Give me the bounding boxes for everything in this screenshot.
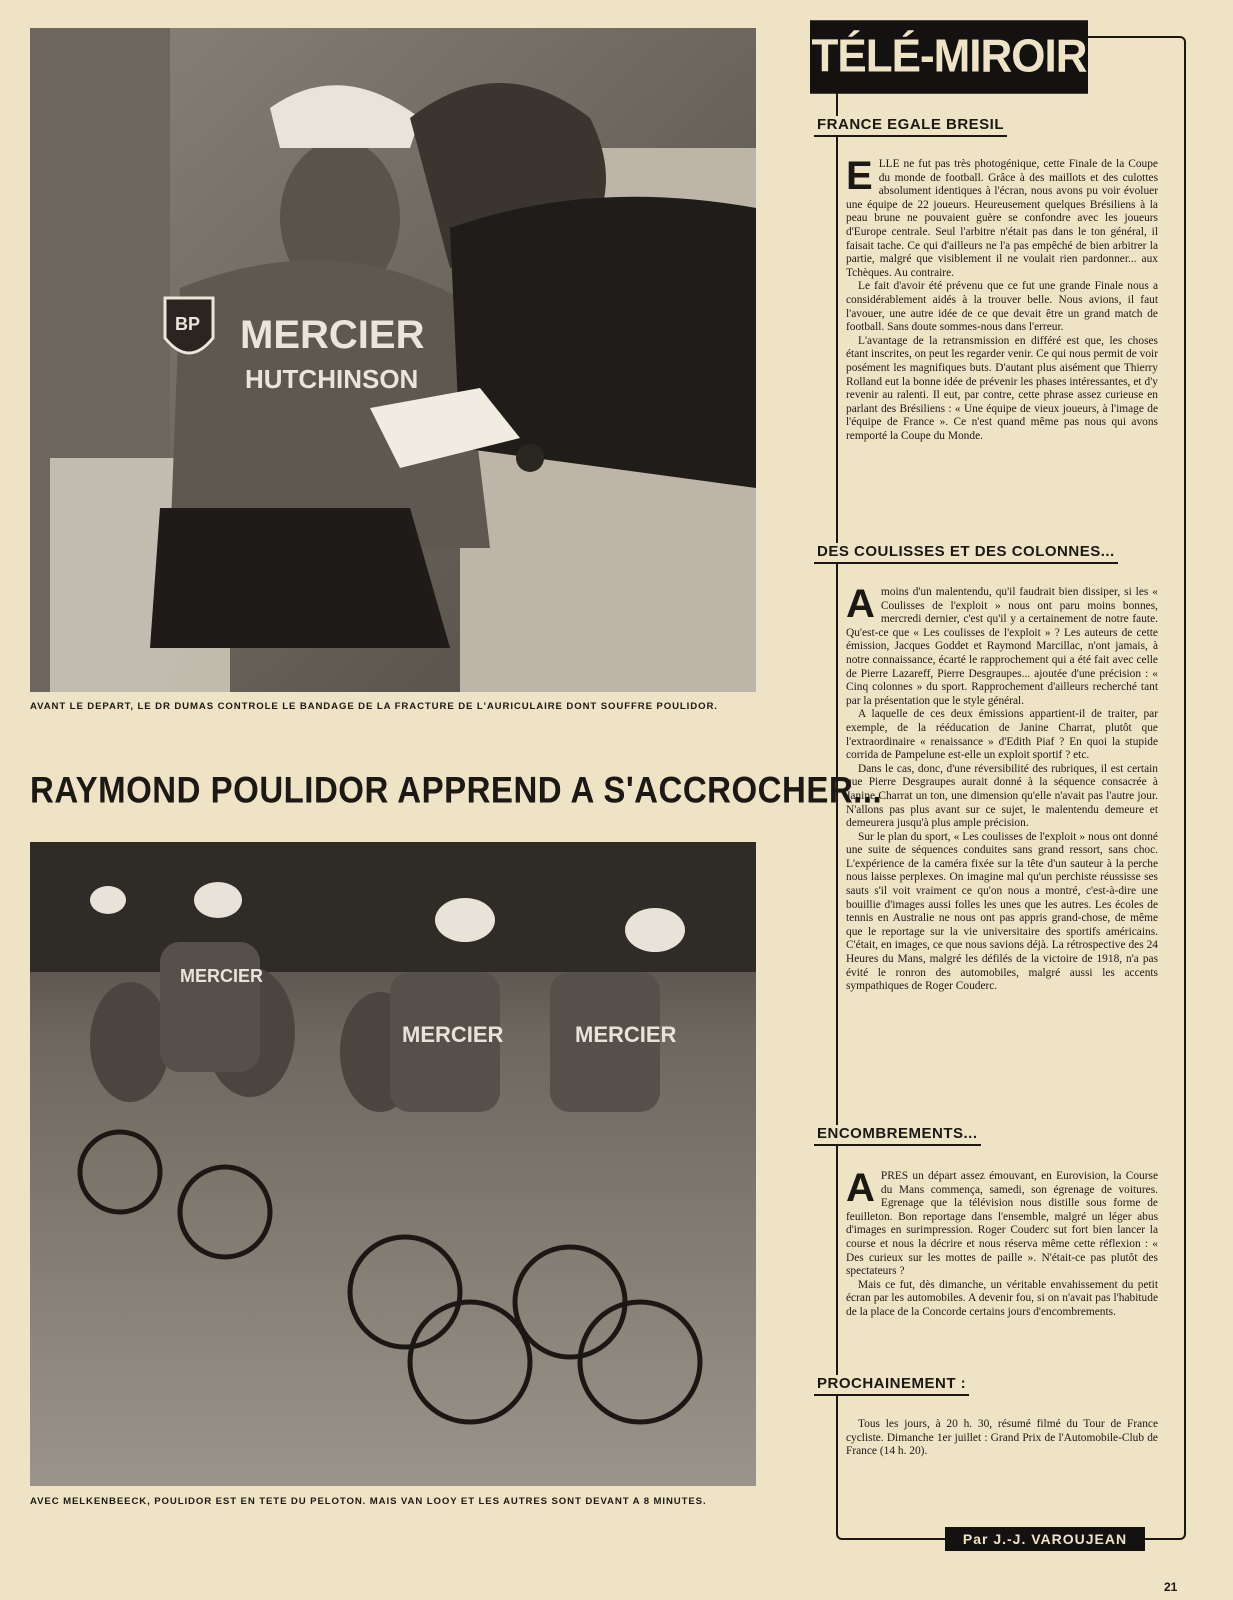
svg-text:MERCIER: MERCIER: [180, 966, 264, 986]
top-photo: [30, 28, 756, 692]
article-headline: RAYMOND POULIDOR APPREND A S'ACCROCHER...: [30, 769, 883, 811]
section-body-prochainement: Tous les jours, à 20 h. 30, résumé filmé du Tour de France cycliste. Dimanche 1er juillet : Grand Prix de l'Automobile-Club de France (14 h. 20).: [846, 1418, 1158, 1458]
section-body-france-bresil: ELLE ne fut pas très photogénique, cette Finale de la Coupe du monde de football. Grâce à des maillots et des culottes absolument identiques à l'écran, nous avons pu voir évoluer une équipe de 22 joueurs. Heureusement quelques Brésiliens à la peau brune ne pouvaient guère se confondre avec les joueurs d'Europe centrale. Seul l'arbitre n'était pas dans le ton général, il faisait tache. Ce qui d'ailleurs ne l'a pas empêché de bien arbitrer la partie, malgré que visiblement il ne voulait rien pardonner... aux Tchèques. Au contraire. Le fait d'avoir été prévenu que ce fut une grande Finale nous a considérablement aidés à la trouver belle. Nous avions, il faut l'avouer, une autre idée de ce que devait être un grand match de football. Sans doute sommes-nous dans l'erreur. L'avantage de la retransmission en différé est que, les choses étant inscrites, on peut les regarder venir. Ce qui nous permit de voir posément les magnifiques buts. D'autant plus aisément que Thierry Rolland eut la bonne idée de prévenir les phases intéressantes, et d'y revenir au ralenti. Il eut, par contre, cette phrase assez curieuse en parlant des Brésiliens : « Une équipe de vieux joueurs, à l'image de l'équipe de France ». Ce n'est quand même pas nous qui avons remporté la Coupe du Monde.: [846, 154, 1158, 442]
section-title-france-bresil: FRANCE EGALE BRESIL: [814, 116, 1007, 137]
photo-peloton-riders: [30, 842, 756, 1486]
dropcap: E: [846, 154, 873, 198]
svg-text:HUTCHINSON: HUTCHINSON: [245, 364, 419, 394]
section-title-prochainement: PROCHAINEMENT :: [814, 1375, 969, 1396]
column-byline: Par J.-J. VAROUJEAN: [945, 1527, 1145, 1551]
photo-doctor-bandaging-poulidor: [30, 28, 756, 692]
svg-text:MERCIER: MERCIER: [575, 1022, 677, 1047]
section-title-coulisses: DES COULISSES ET DES COLONNES...: [814, 543, 1118, 564]
page-number: 21: [1164, 1580, 1178, 1594]
top-photo-caption: AVANT LE DEPART, LE DR DUMAS CONTROLE LE BANDAGE DE LA FRACTURE DE L'AURICULAIRE DONT SOUFFRE POULIDOR.: [30, 701, 718, 712]
bottom-photo: [30, 842, 756, 1486]
section-body-encombrements: APRES un départ assez émouvant, en Eurovision, la Course du Mans commença, samedi, son égrenage de voitures. Egrenage que la télévision nous distille sous forme de feuilleton. Bon reportage dans l'ensemble, malgré un léger abus d'images en surimpression. Roger Couderc sut fort bien lancer la course et nous la décrire et nous réserva même cette réflexion : « Des curieux sur les mottes de paille ». N'était-ce pas plutôt des spectateurs ? Mais ce fut, dès dimanche, un véritable envahissement du petit écran par les automobiles. A devenir fou, si on n'avait pas l'habitude de la place de la Concorde certains jours d'encombrements.: [846, 1166, 1158, 1318]
section-body-coulisses: Amoins d'un malentendu, qu'il faudrait bien dissiper, si les « Coulisses de l'exploit » nous ont paru moins bonnes, mercredi dernier, c'est qu'il y a certainement de notre faute. Qu'est-ce que « Les coulisses de l'exploit » ? Les auteurs de cette émission, Jacques Goddet et Raymond Marcillac, n'ont jamais, à notre connaissance, écarté le rapprochement qui a été fait avec celle de Pierre Lazareff, Pierre Desgraupes... ajoutée d'une précision : « Cinq colonnes » du sport. Rapprochement d'ailleurs recherché tant par la présentation que le style général. A laquelle de ces deux émissions appartient-il de traiter, par exemple, de la rééducation de Janine Charrat, plutôt que l'extraordinaire « renaissance » d'Edith Piaf ? En quoi la stupide corrida de Pampelune est-elle un exploit sportif ? etc. Dans le cas, donc, d'une réversibilité des rubriques, il est certain que Pierre Desgraupes aurait donné à la séquence consacrée à Janine Charrat un ton, une dimension qu'elle n'avait pas l'autre jour. N'allons pas plus avant sur ce sujet, le malentendu demeure et demeurera jusqu'à plus ample précision. Sur le plan du sport, « Les coulisses de l'exploit » nous ont donné une suite de séquences conduites sans grand ressort, sans choc. L'expérience de la caméra fixée sur la tête d'un sauteur à la perche nous laisse perplexes. On imagine mal qu'un perchiste réussisse ses sauts s'il voit vraiment ce qu'on nous a montré, c'est-à-dire une bouillie d'images aussi folles les unes que les autres. Les écoles de tennis en Australie ne nous ont pas appris grand-chose, de même que le reportage sur la vie universitaire des sportifs américains. C'était, en images, ce que nous savions déjà. La rétrospective des 24 Heures du Mans, malgré les défilés de la victoire de 1918, n'a pas évité le ronron des automobiles, malgré aussi les accents sympathiques de Roger Couderc.: [846, 582, 1158, 993]
dropcap: A: [846, 1166, 875, 1210]
svg-text:MERCIER: MERCIER: [402, 1022, 504, 1047]
bottom-photo-caption: AVEC MELKENBEECK, POULIDOR EST EN TETE DU PELOTON. MAIS VAN LOOY ET LES AUTRES SONT DEVANT A 8 MINUTES.: [30, 1496, 707, 1507]
svg-text:BP: BP: [175, 314, 201, 334]
column-masthead: TÉLÉ-MIROIR: [810, 20, 1088, 94]
section-title-encombrements: ENCOMBREMENTS...: [814, 1125, 981, 1146]
svg-text:MERCIER: MERCIER: [240, 313, 425, 357]
dropcap: A: [846, 582, 875, 626]
